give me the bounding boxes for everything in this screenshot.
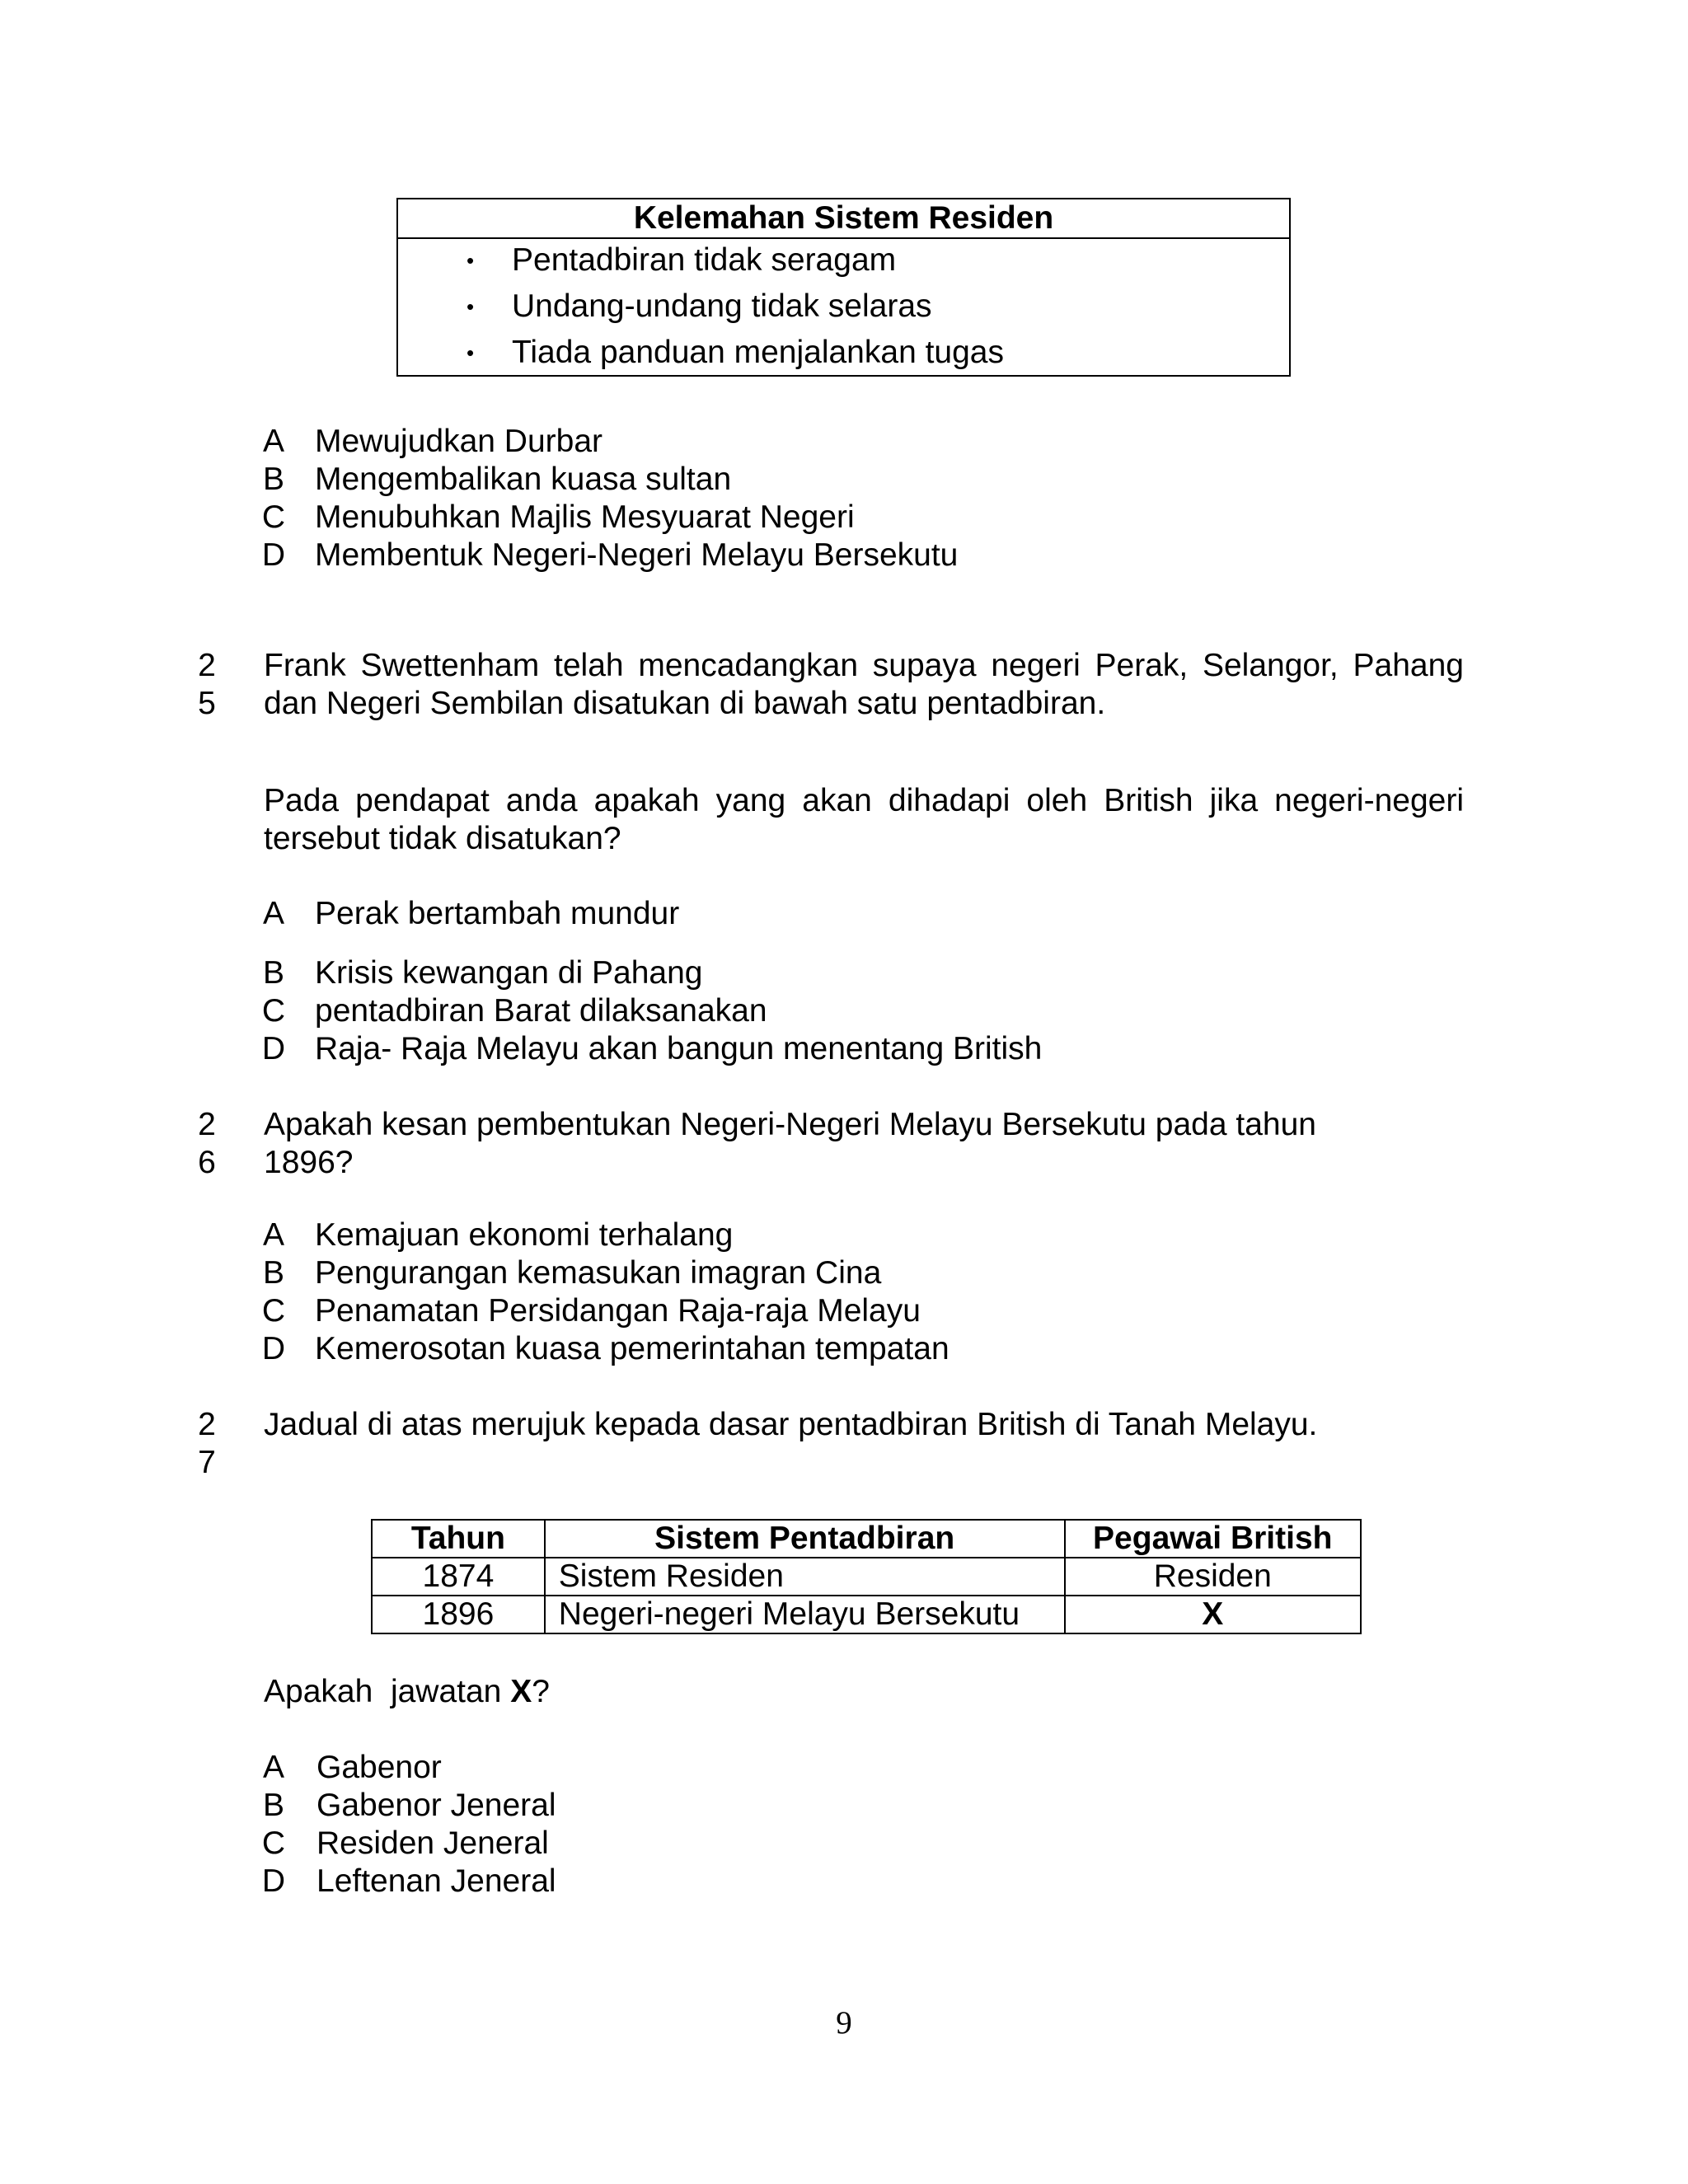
option-letter: D — [261, 1863, 286, 1899]
option-letter: A — [262, 1217, 284, 1253]
question-number: 2 — [198, 1107, 216, 1142]
option-letter: C — [261, 993, 286, 1029]
weakness-item — [398, 330, 1289, 376]
option-text: Raja- Raja Melayu akan bangun menentang British — [315, 1031, 1043, 1066]
question-number: 6 — [198, 1145, 216, 1180]
option-text: Mengembalikan kuasa sultan — [315, 462, 732, 497]
question-text: 1896? — [264, 1145, 354, 1180]
option-text: Penamatan Persidangan Raja-raja Melayu — [315, 1293, 921, 1329]
weakness-item-text: Tiada panduan menjalankan tugas — [512, 335, 1004, 370]
question-number: 7 — [198, 1445, 216, 1480]
weakness-item — [398, 284, 1289, 330]
option-text: pentadbiran Barat dilaksanakan — [315, 993, 767, 1029]
prompt-text: Apakah jawatan — [264, 1674, 511, 1709]
option-letter: D — [261, 1031, 286, 1066]
option-text: Kemerosotan kuasa pemerintahan tempatan — [315, 1331, 950, 1366]
option-text: Leftenan Jeneral — [316, 1863, 556, 1899]
option-letter: B — [262, 462, 284, 497]
table-header: Pegawai British — [1065, 1520, 1361, 1558]
table-header: Sistem Pentadbiran — [545, 1520, 1065, 1558]
option-text: Residen Jeneral — [316, 1825, 549, 1861]
administration-table — [371, 1519, 1362, 1634]
option-text: Menubuhkan Majlis Mesyuarat Negeri — [315, 499, 855, 535]
question-prompt: tersebut tidak disatukan? — [264, 821, 621, 856]
bullet-icon: • — [467, 294, 475, 319]
question-text: Jadual di atas merujuk kepada dasar pentadbiran British di Tanah Melayu. — [264, 1407, 1318, 1442]
question-text: dan Negeri Sembilan disatukan di bawah satu pentadbiran. — [264, 686, 1106, 721]
table-cell: Sistem Residen — [545, 1558, 1065, 1596]
option-text: Mewujudkan Durbar — [315, 424, 603, 459]
table-cell: 1896 — [372, 1596, 545, 1633]
question-text: Frank Swettenham telah mencadangkan supaya negeri Perak, Selangor, Pahang — [264, 648, 1464, 683]
option-letter: B — [262, 1788, 284, 1823]
table-row — [372, 1558, 1361, 1596]
prompt-suffix: ? — [532, 1674, 550, 1709]
question-prompt: Pada pendapat anda apakah yang akan dihadapi oleh British jika negeri-negeri — [264, 783, 1464, 818]
weakness-item — [398, 237, 1289, 284]
question-prompt — [264, 1673, 550, 1711]
table-cell: X — [1065, 1596, 1361, 1633]
option-text: Gabenor Jeneral — [316, 1788, 556, 1823]
option-letter: B — [262, 955, 284, 991]
table-header: Tahun — [372, 1520, 545, 1558]
option-letter: D — [261, 537, 286, 573]
option-letter: A — [262, 896, 284, 931]
weakness-item-text: Pentadbiran tidak seragam — [512, 242, 897, 278]
question-number: 2 — [198, 648, 216, 683]
option-text: Membentuk Negeri-Negeri Melayu Bersekutu — [315, 537, 959, 573]
option-text: Pengurangan kemasukan imagran Cina — [315, 1255, 882, 1291]
option-letter: C — [261, 1825, 286, 1861]
table-row — [372, 1596, 1361, 1633]
option-text: Gabenor — [316, 1750, 442, 1785]
option-letter: C — [261, 1293, 286, 1329]
question-text: Apakah kesan pembentukan Negeri-Negeri Melayu Bersekutu pada tahun — [264, 1107, 1316, 1142]
question-number: 5 — [198, 686, 216, 721]
weakness-item-text: Undang-undang tidak selaras — [512, 288, 932, 324]
weakness-box-title: Kelemahan Sistem Residen — [398, 199, 1289, 239]
option-text: Kemajuan ekonomi terhalang — [315, 1217, 734, 1253]
table-cell: 1874 — [372, 1558, 545, 1596]
table-header-row — [372, 1520, 1361, 1558]
option-letter: A — [262, 424, 284, 459]
option-letter: C — [261, 499, 286, 535]
page-number: 9 — [836, 2005, 852, 2041]
weakness-box — [396, 198, 1291, 377]
option-text: Perak bertambah mundur — [315, 896, 680, 931]
option-letter: D — [261, 1331, 286, 1366]
option-letter: B — [262, 1255, 284, 1291]
table-cell: Negeri-negeri Melayu Bersekutu — [545, 1596, 1065, 1633]
bullet-icon: • — [467, 248, 475, 273]
bullet-icon: • — [467, 340, 475, 365]
option-text: Krisis kewangan di Pahang — [315, 955, 703, 991]
option-letter: A — [262, 1750, 284, 1785]
table-cell: Residen — [1065, 1558, 1361, 1596]
question-number: 2 — [198, 1407, 216, 1442]
prompt-bold-x: X — [510, 1674, 532, 1709]
